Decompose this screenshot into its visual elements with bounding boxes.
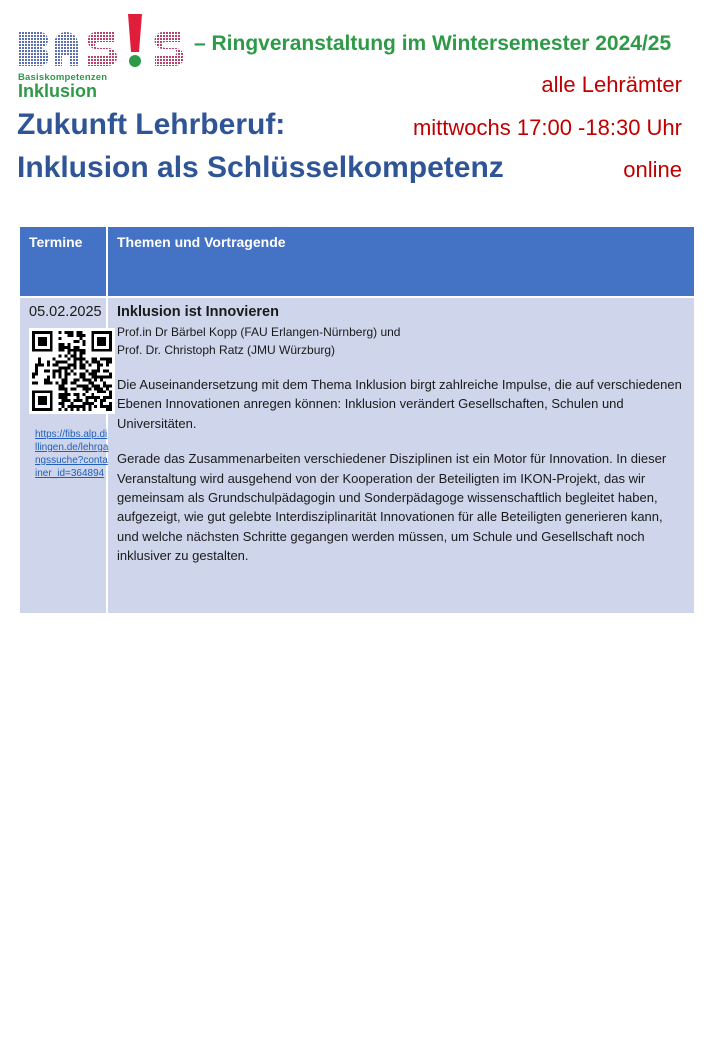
program-table (18, 225, 696, 615)
page-title-line1: Zukunft Lehrberuf: (17, 108, 286, 141)
logo-tagline: Inklusion (18, 81, 98, 101)
event-date: 05.02.2025 (29, 304, 102, 320)
logo (16, 8, 186, 100)
logo-subtitle: Basiskompetenzen (18, 72, 108, 83)
registration-link[interactable]: https://fibs.alp.dillingen.de/lehrgangssuche?container_id=364894 (35, 429, 109, 479)
header-termine: Termine (19, 226, 107, 297)
date-cell (19, 297, 107, 614)
page-title-line2: Inklusion als Schlüsselkompetenz (17, 151, 504, 184)
speaker-line-2: Prof. Dr. Christoph Ratz (JMU Würzburg) (117, 343, 336, 357)
mode-label: online (623, 157, 682, 182)
audience-label: alle Lehrämter (541, 72, 682, 97)
header-themen: Themen und Vortragende (107, 226, 695, 297)
topic-cell (107, 297, 695, 614)
basis-logo-wordmark (16, 14, 186, 70)
table-row (19, 297, 695, 614)
speaker-line-1: Prof.in Dr Bärbel Kopp (FAU Erlangen-Nürnberg) und (117, 325, 401, 339)
time-label: mittwochs 17:00 -18:30 Uhr (412, 115, 682, 140)
abstract-paragraph-2: Gerade das Zusammenarbeiten verschiedener Disziplinen ist ein Motor für Innovation. In dieser Veranstaltung wird ausgehend von der Kooperation der Beteiligten im IKON-Projekt, das wir gemeinsam als Grundschulpädagogin und Sonderpädagoge wissenschaftlich begleitet haben, aufgezeigt, wie gut gelebte Interdisziplinarität Innovationen für alle Beteiligten generieren kann, und welche nächsten Schritte gegangen werden müssen, um Schule und Gesellschaft noch inklusiver zu gestalten. (117, 451, 667, 564)
talk-title: Inklusion ist Innovieren (117, 304, 279, 320)
event-series-label: – Ringveranstaltung im Wintersemester 2024/25 (194, 32, 672, 55)
qr-code-icon[interactable] (29, 328, 115, 414)
table-header-row (19, 226, 695, 297)
abstract-paragraph-1: Die Auseinandersetzung mit dem Thema Inklusion birgt zahlreiche Impulse, die auf verschiedenen Ebenen Innovationen anregen können: Inklusion verändert Gesellschaften, Schulen und Universitäten. (117, 377, 682, 431)
